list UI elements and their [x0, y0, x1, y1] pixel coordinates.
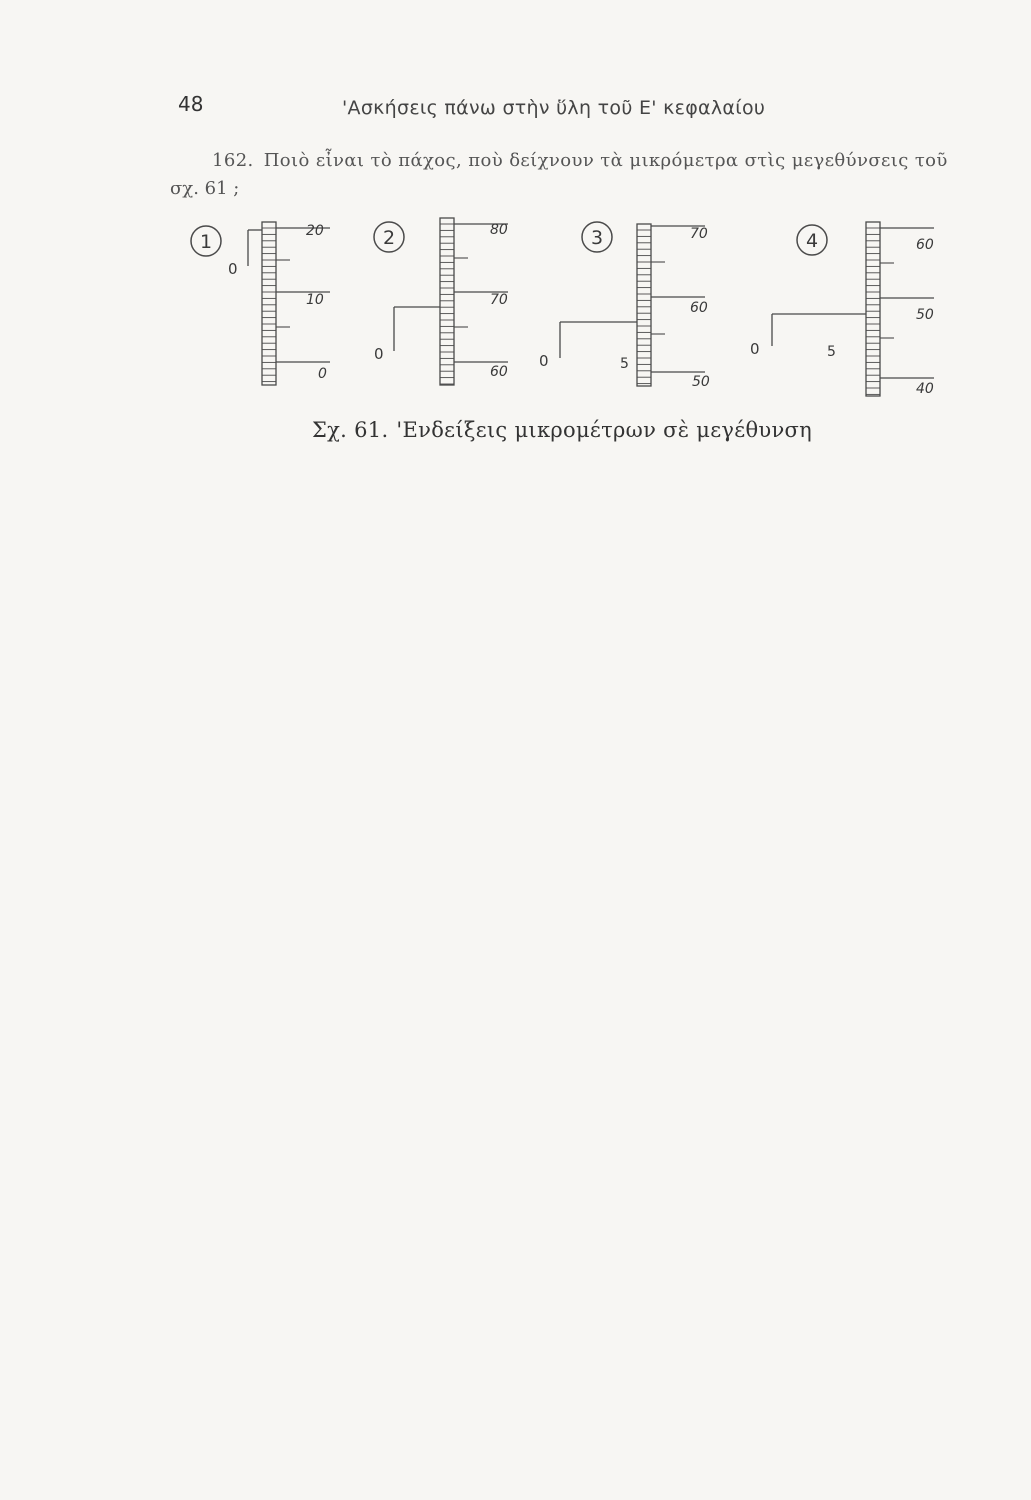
sleeve-zero-number: 0 [228, 260, 238, 278]
thimble-number: 20 [306, 223, 324, 239]
question-text-1: Ποιὸ εἶναι τὸ πάχος, ποὺ δείχνουν τὰ μικρόμετρα στὶς μεγεθύνσεις τοῦ [263, 150, 948, 171]
question-number: 162. [212, 150, 254, 171]
thimble-number: 80 [490, 222, 508, 238]
thimble-body [866, 222, 880, 396]
thimble-number: 10 [306, 292, 324, 308]
caption-text: 'Ενδείξεις μικρομέτρων σὲ μεγέθυνση [396, 418, 813, 442]
thimble-body [262, 222, 276, 385]
sleeve-zero-number: 0 [539, 352, 549, 370]
thimble-number: 50 [692, 374, 710, 390]
thimble-number: 70 [490, 292, 508, 308]
thimble-number: 60 [690, 300, 708, 316]
thimble-number: 60 [490, 364, 508, 380]
sleeve-zero-number: 0 [750, 340, 760, 358]
sleeve-zero-number: 0 [374, 345, 384, 363]
thimble-number: 70 [690, 226, 708, 242]
micrometer-label: 4 [806, 230, 819, 252]
micrometer-label: 1 [200, 231, 213, 253]
question-line-2: σχ. 61 ; [170, 178, 240, 199]
micrometer-label: 2 [383, 227, 396, 249]
thimble-number: 50 [916, 307, 934, 323]
running-head: 'Ασκήσεις πάνω στὴν ὕλη τοῦ Ε' κεφαλαίου [342, 97, 766, 119]
sleeve-five-number: 5 [827, 344, 836, 360]
sleeve-five-number: 5 [620, 356, 629, 372]
thimble-body [637, 224, 651, 386]
figure-caption [312, 418, 812, 442]
caption-label: Σχ. 61. [312, 418, 389, 442]
micrometer-label: 3 [591, 227, 604, 249]
thimble-number: 40 [916, 381, 934, 397]
thimble-number: 60 [916, 237, 934, 253]
page-number: 48 [178, 92, 204, 116]
micrometer-figure [0, 0, 1031, 420]
thimble-number: 0 [318, 366, 327, 382]
